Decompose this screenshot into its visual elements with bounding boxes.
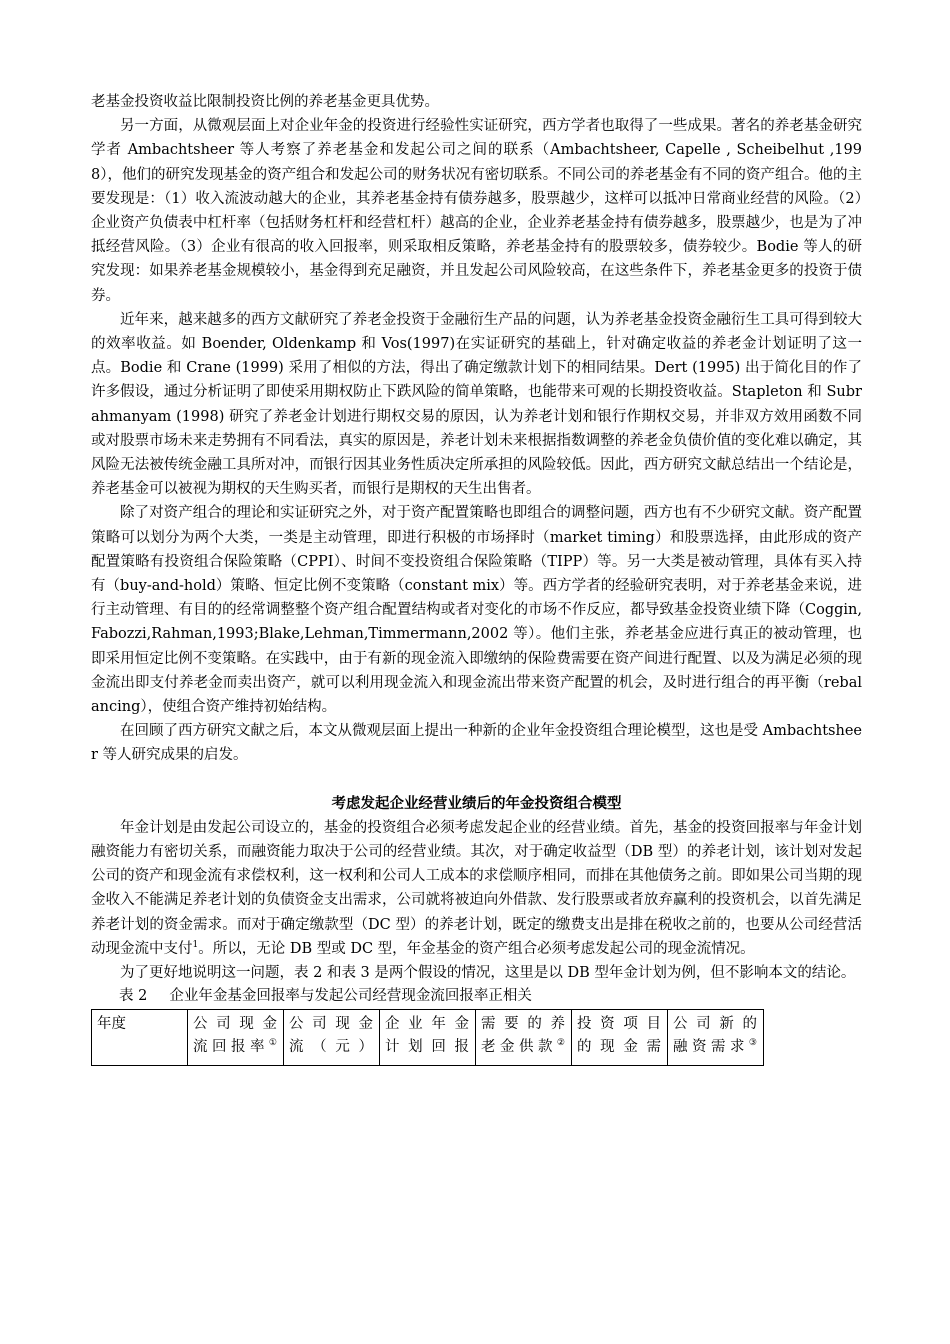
header-line-2: 的现金需 <box>577 1039 662 1056</box>
footnote-marker-2: ② <box>556 1038 566 1049</box>
footnote-ref-1: 1 <box>192 939 199 950</box>
paragraph-asset-allocation: 除了对资产组合的理论和实证研究之外，对于资产配置策略也即组合的调整问题，西方也有不少研究文献。资产配置策略可以划分为两个大类，一类是主动管理，即进行积极的市场择时（market timing）和股票选择，由此形成的资产配置策略有投资组合保险策略（CPPI）、时间不变投资组合保险策略（TIPP）等。另一大类是被动管理，具体有买入持有（buy-and-hold）策略、恒定比例不变策略（constant mix）等。西方学者的经验研究表明，对于养老基金来说，进行主动管理、有目的的经常调整整个资产组合配置结构或者对变化的市场不作反应，都导致基金投资业绩下降（Coggin,Fabozzi,Rahman,1993;Blake,Lehman,Timmermann,2002 等）。他们主张，养老基金应进行真正的被动管理，也即采用恒定比例不变策略。在实践中，由于有新的现金流入即缴纳的保险费需要在资产间进行配置、以及为满足必须的现金流出即支付养老金而卖出资产，就可以利用现金流入和现金流出带来资产配置的机会，及时进行组合的再平衡（rebalancing），使组合资产维持初始结构。 <box>91 505 862 716</box>
paragraph-1: 老基金投资收益比限制投资比例的养老基金更具优势。 <box>91 94 439 110</box>
paragraph-section-1 <box>91 816 862 961</box>
table-title: 企业年金基金回报率与发起公司经营现金流回报率正相关 <box>169 988 532 1005</box>
header-cell-cashflow <box>284 1010 380 1066</box>
header-line-2-text: 融资需求 <box>673 1039 749 1056</box>
header-year-label: 年度 <box>97 1016 126 1033</box>
header-line-1: 公司现金 <box>193 1016 278 1033</box>
table-caption <box>91 985 862 1007</box>
header-line-2-text: 流回报率 <box>193 1039 269 1056</box>
header-line-1: 企业年金 <box>385 1016 470 1033</box>
header-cell-year <box>92 1010 188 1066</box>
footnote-marker-3: ③ <box>748 1038 758 1049</box>
footnote-marker-1: ① <box>268 1038 278 1049</box>
header-line-1: 公司现金 <box>289 1016 374 1033</box>
header-line-2: 流（元） <box>289 1039 374 1056</box>
paragraph-ambachtsheer: 另一方面，从微观层面上对企业年金的投资进行经验性实证研究，西方学者也取得了一些成果。著名的养老基金研究学者 Ambachtsheer 等人考察了养老基金和发起公司之间的联系（Ambachtsheer, Capelle , Scheibelhut ,1998），他们的研究发现基金的资产组合和发起公司的财务状况有密切联系。不同公司的养老基金有不同的资产组合。他的主要发现是：（1）收入流波动越大的企业，其养老基金持有债券越多，股票越少，这样可以抵冲日常商业经营的风险。（2）企业资产负债表中杠杆率（包括财务杠杆和经营杠杆）越高的企业，企业养老基金持有债券越多，股票越少，也是为了冲抵经营风险。（3）企业有很高的收入回报率，则采取相反策略，养老基金持有的股票较多，债券较少。Bodie 等人的研究发现：如果养老基金规模较小，基金得到充足融资，并且发起公司风险较高，在这些条件下，养老基金更多的投资于债券。 <box>91 118 862 304</box>
paragraph-review-summary: 在回顾了西方研究文献之后，本文从微观层面上提出一种新的企业年金投资组合理论模型，这也是受 Ambachtsheer 等人研究成果的启发。 <box>91 723 862 764</box>
paragraph-derivatives: 近年来，越来越多的西方文献研究了养老金投资于金融衍生产品的问题，认为养老基金投资金融衍生工具可得到较大的效率收益。如 Boender, Oldenkamp 和 Vos(1997)在实证研究的基础上，针对确定收益的养老金计划证明了这一点。Bodie 和 Crane (1999) 采用了相似的方法，得出了确定缴款计划下的相同结果。Dert (1995) 出于简化目的作了许多假设，通过分析证明了即使采用期权防止下跌风险的简单策略，也能带来可观的长期投资收益。Stapleton 和 Subrahmanyam (1998) 研究了养老金计划进行期权交易的原因，认为养老计划和银行作期权交易，并非双方效用函数不同或对股票市场未来走势拥有不同看法，真实的原因是，养老计划未来根据指数调整的养老金负债价值的变化难以确定，其风险无法被传统金融工具所对冲，而银行因其业务性质决定所承担的风险较低。因此，西方研究文献总结出一个结论是，养老基金可以被视为期权的天生购买者，而银行是期权的天生出售者。 <box>91 311 862 498</box>
document-body <box>91 90 862 1066</box>
header-line-2 <box>481 1036 566 1059</box>
header-line-2-text: 老金供款 <box>481 1039 557 1056</box>
table-2 <box>91 1009 764 1066</box>
header-cell-investment-cash-need <box>572 1010 668 1066</box>
header-cell-plan-return <box>380 1010 476 1066</box>
section-heading: 考虑发起企业经营业绩后的年金投资组合模型 <box>331 795 622 812</box>
header-line-2 <box>193 1036 278 1059</box>
paragraph-section-1-tail: 。所以，无论 DB 型或 DC 型，年金基金的资产组合必须考虑发起公司的现金流情况。 <box>198 940 755 957</box>
header-cell-cashflow-return <box>188 1010 284 1066</box>
header-line-1: 需要的养 <box>481 1016 566 1033</box>
header-line-1: 公司新的 <box>673 1016 758 1033</box>
header-cell-required-contribution <box>476 1010 572 1066</box>
header-line-2 <box>673 1036 758 1059</box>
paragraph-section-2: 为了更好地说明这一问题，表 2 和表 3 是两个假设的情况，这里是以 DB 型年金计划为例，但不影响本文的结论。 <box>120 964 856 981</box>
paragraph-section-1-text: 年金计划是由发起公司设立的，基金的投资组合必须考虑发起企业的经营业绩。首先，基金的投资回报率与年金计划融资能力有密切关系，而融资能力取决于公司的经营业绩。其次，对于确定收益型（DB 型）的养老计划，该计划对发起公司的资产和现金流有求偿权利，这一权利和公司人工成本的求偿顺序相同，而排在其他债务之前。即如果公司当期的现金收入不能满足养老计划的负债资金支出需求，公司就将被迫向外借款、发行股票或者放弃赢利的投资机会，以首先满足养老计划的资金需求。而对于确定缴款型（DC 型）的养老计划，既定的缴费支出是排在税收之前的，也要从公司经营活动现金流中支付 <box>91 819 862 957</box>
table-number: 表 2 <box>119 988 148 1005</box>
header-cell-new-financing <box>668 1010 764 1066</box>
table-header-row <box>92 1010 764 1066</box>
header-line-1: 投资项目 <box>577 1016 662 1033</box>
header-line-2: 计划回报 <box>385 1039 470 1056</box>
